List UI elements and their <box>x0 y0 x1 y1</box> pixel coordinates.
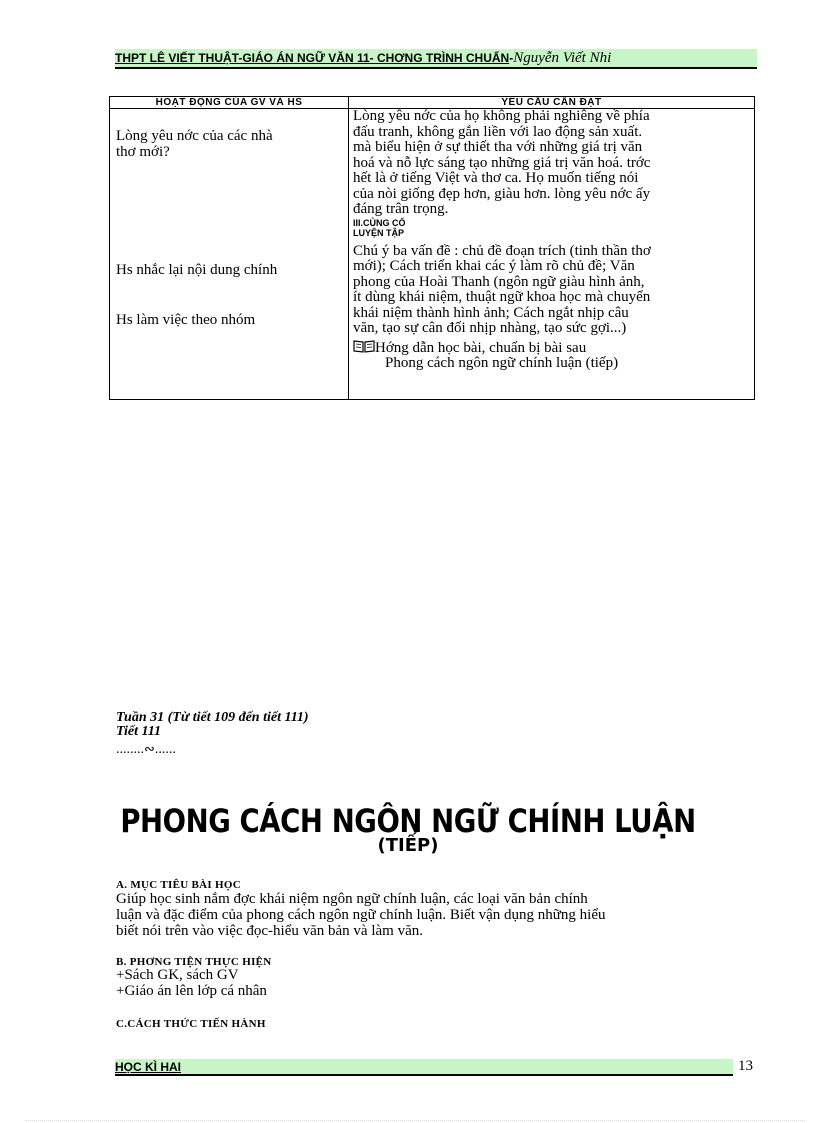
requirement-line: đấu tranh, không gắn liền với lao động sản xuất. <box>353 123 643 140</box>
section-a-body <box>116 891 756 939</box>
col-right-header: YÊU CẦU CẦN ĐẠT <box>349 97 755 109</box>
activity-groupwork: Hs làm việc theo nhóm <box>116 312 256 328</box>
section-a-line: biết nói trên vào việc đọc-hiểu văn bản và làm văn. <box>116 923 423 939</box>
requirement-line: khái niệm thành hình ảnh; Cách ngắt nhịp câu <box>353 304 629 321</box>
section-a-line: luận và đặc điểm của phong cách ngôn ngữ chính luận. Biết vận dụng những hiểu <box>116 907 606 923</box>
guide-text: Hớng dẫn học bài, chuẩn bị bài sau <box>375 339 587 356</box>
requirement-cell <box>349 109 755 400</box>
section-b-line: +Sách GK, sách GV <box>116 967 239 983</box>
requirement-line: Lòng yêu nớc của họ không phải nghiêng về phía <box>353 108 650 124</box>
lesson-table <box>109 96 755 400</box>
requirement-line: Chú ý ba vấn đề : chủ đề đoạn trích (tinh thần thơ <box>353 242 651 259</box>
table-row <box>110 109 755 400</box>
activity-recap: Hs nhắc lại nội dung chính <box>116 262 278 278</box>
requirement-line: mới); Cách triển khai các ý làm rõ chủ đề; Văn <box>353 258 635 274</box>
page-header <box>115 49 757 69</box>
guide-line <box>353 339 750 357</box>
activity-question-line-1: Lòng yêu nớc của các nhà <box>116 128 273 144</box>
page-footer <box>115 1059 733 1076</box>
section-a-heading: A. MỤC TIÊU BÀI HỌC <box>116 879 241 891</box>
section-b-line: +Giáo án lên lớp cá nhân <box>116 983 267 999</box>
section-heading-practice: LUYỆN TẬP <box>353 227 405 238</box>
requirement-line: hoá và nỗ lực sáng tạo những giá trị văn hoá. trớc <box>353 154 651 171</box>
requirement-line: mà biểu hiện ở sự thiết tha với những giá trị văn <box>353 139 643 155</box>
header-school: THPT LÊ VIẾT THUẬT-GIÁO ÁN NGỮ VĂN 11- CHƠNG TRÌNH CHUẨN <box>115 51 510 65</box>
page-number: 13 <box>738 1058 753 1074</box>
activity-question-line-2: thơ mới? <box>116 144 170 160</box>
requirement-line: ít dùng khái niệm, thuật ngữ khoa học mà chuyển <box>353 289 651 305</box>
activity-cell <box>110 109 349 400</box>
requirement-line: đáng trân trọng. <box>353 201 449 217</box>
section-b-body <box>116 967 267 999</box>
section-b-heading: B. PHƠNG TIỆN THỰC HIỆN <box>116 956 272 968</box>
ornament-dots-left: ........ <box>116 742 144 757</box>
section-a-line: Giúp học sinh nắm đợc khái niệm ngôn ngữ chính luận, các loại văn bản chính <box>116 891 588 907</box>
requirement-line: phong của Hoài Thanh (ngôn ngữ giàu hình ảnh, <box>353 273 645 290</box>
requirement-line: văn, tạo sự cân đối nhịp nhàng, tạo sức gợi...) <box>353 320 627 336</box>
ornament-dots-right: ...... <box>154 742 176 757</box>
book-icon <box>353 339 375 353</box>
bottom-divider <box>25 1120 805 1121</box>
section-c-heading: C.CÁCH THỨC TIẾN HÀNH <box>116 1018 266 1030</box>
section-heading-consolidate: III.CỦNG CỐ <box>353 217 406 228</box>
header-dash: - <box>509 51 514 65</box>
lesson-subtitle: (TIẾP) <box>377 835 439 856</box>
next-lesson: Phong cách ngôn ngữ chính luận (tiếp) <box>385 355 619 371</box>
ornament-divider <box>116 741 176 758</box>
footer-semester: HỌC KÌ HAI <box>115 1060 181 1074</box>
week-info: Tuần 31 (Từ tiết 109 đến tiết 111) <box>116 710 309 725</box>
requirement-line: hết là ở tiếng Việt và thơ ca. Họ muốn tiếng nói <box>353 170 639 186</box>
table-header-row <box>110 97 755 109</box>
header-author: Nguyễn Viết Nhi <box>513 50 612 66</box>
requirement-line: của nòi giống đẹp hơn, giàu hơn. lòng yêu nớc ấy <box>353 185 651 202</box>
col-left-header: HOẠT ĐỘNG CỦA GV VÀ HS <box>110 97 349 109</box>
lesson-title: PHONG CÁCH NGÔN NGỮ CHÍNH LUẬN <box>120 802 696 840</box>
flourish-icon: ∾ <box>144 741 155 756</box>
period-info: Tiết 111 <box>116 724 161 739</box>
